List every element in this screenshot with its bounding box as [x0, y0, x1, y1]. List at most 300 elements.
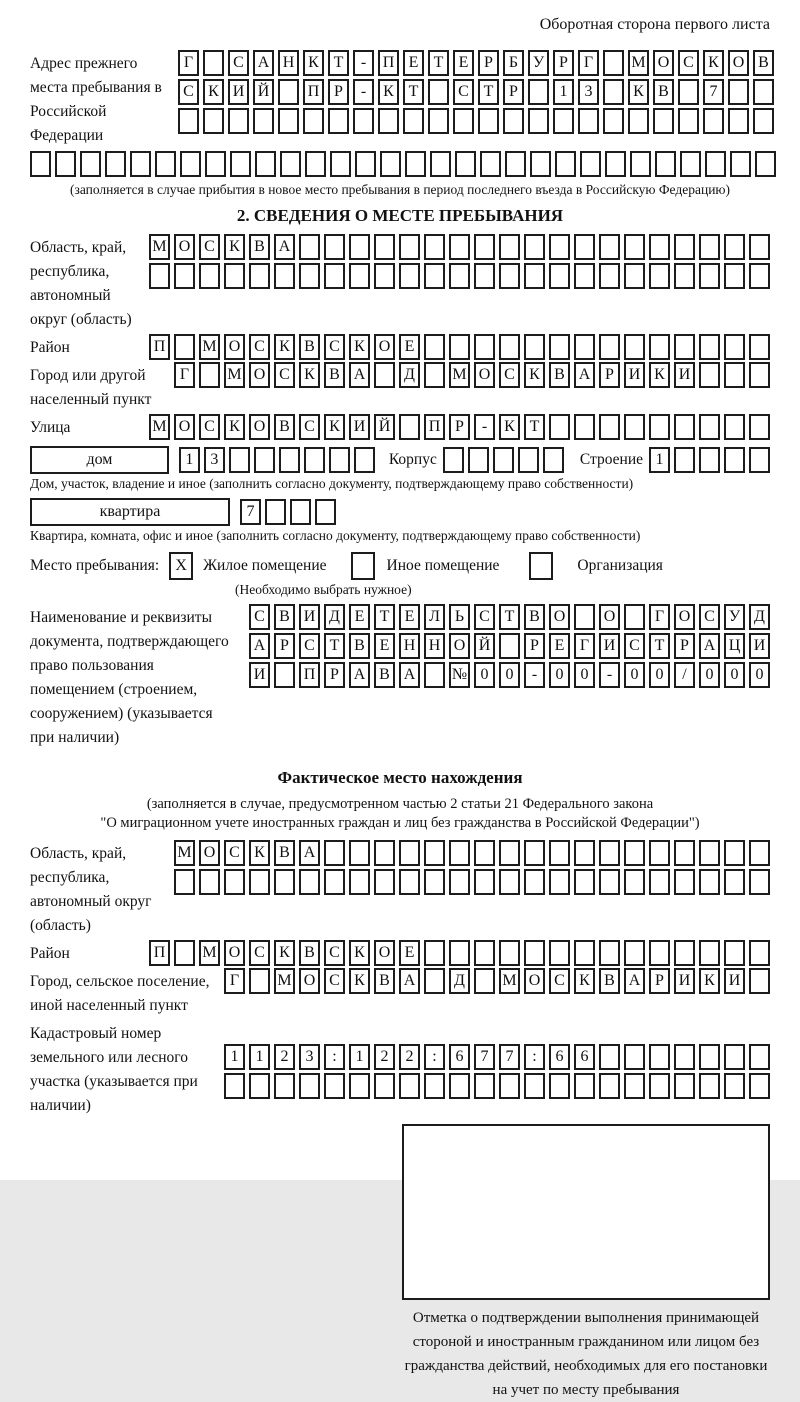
- char-cell[interactable]: [699, 840, 720, 866]
- char-cell[interactable]: [649, 1044, 670, 1070]
- char-cell[interactable]: [630, 151, 651, 177]
- char-cell[interactable]: [749, 362, 770, 388]
- char-cell[interactable]: И: [599, 633, 620, 659]
- char-cell[interactable]: [674, 447, 695, 473]
- char-cell[interactable]: [649, 334, 670, 360]
- char-cell[interactable]: [355, 151, 376, 177]
- char-cell[interactable]: К: [499, 414, 520, 440]
- char-cell[interactable]: [678, 108, 699, 134]
- fact-district-row[interactable]: [149, 940, 770, 966]
- char-cell[interactable]: [518, 447, 539, 473]
- char-cell[interactable]: [749, 1044, 770, 1070]
- char-cell[interactable]: С: [199, 234, 220, 260]
- char-cell[interactable]: [249, 869, 270, 895]
- region-row1[interactable]: [149, 234, 770, 260]
- char-cell[interactable]: А: [399, 968, 420, 994]
- char-cell[interactable]: [253, 108, 274, 134]
- char-cell[interactable]: В: [524, 604, 545, 630]
- char-cell[interactable]: [549, 414, 570, 440]
- char-cell[interactable]: В: [653, 79, 674, 105]
- char-cell[interactable]: [549, 263, 570, 289]
- char-cell[interactable]: [328, 108, 349, 134]
- char-cell[interactable]: О: [374, 334, 395, 360]
- char-cell[interactable]: И: [674, 968, 695, 994]
- char-cell[interactable]: Р: [478, 50, 499, 76]
- char-cell[interactable]: [374, 362, 395, 388]
- char-cell[interactable]: [349, 1073, 370, 1099]
- char-cell[interactable]: Й: [253, 79, 274, 105]
- char-cell[interactable]: [703, 108, 724, 134]
- char-cell[interactable]: [524, 869, 545, 895]
- char-cell[interactable]: [279, 447, 300, 473]
- char-cell[interactable]: В: [274, 840, 295, 866]
- char-cell[interactable]: О: [224, 334, 245, 360]
- char-cell[interactable]: В: [599, 968, 620, 994]
- char-cell[interactable]: [329, 447, 350, 473]
- char-cell[interactable]: [424, 662, 445, 688]
- char-cell[interactable]: [474, 263, 495, 289]
- char-cell[interactable]: Т: [478, 79, 499, 105]
- char-cell[interactable]: [724, 334, 745, 360]
- char-cell[interactable]: Т: [374, 604, 395, 630]
- char-cell[interactable]: А: [249, 633, 270, 659]
- char-cell[interactable]: П: [378, 50, 399, 76]
- fact-city-row[interactable]: [224, 968, 770, 994]
- char-cell[interactable]: [428, 79, 449, 105]
- char-cell[interactable]: П: [149, 334, 170, 360]
- char-cell[interactable]: [724, 940, 745, 966]
- char-cell[interactable]: [653, 108, 674, 134]
- char-cell[interactable]: [374, 1073, 395, 1099]
- char-cell[interactable]: [524, 334, 545, 360]
- char-cell[interactable]: [603, 50, 624, 76]
- char-cell[interactable]: :: [424, 1044, 445, 1070]
- char-cell[interactable]: [728, 108, 749, 134]
- district-row[interactable]: [149, 334, 770, 360]
- char-cell[interactable]: [474, 840, 495, 866]
- char-cell[interactable]: [524, 263, 545, 289]
- char-cell[interactable]: П: [424, 414, 445, 440]
- char-cell[interactable]: [155, 151, 176, 177]
- char-cell[interactable]: [353, 108, 374, 134]
- char-cell[interactable]: [705, 151, 726, 177]
- char-cell[interactable]: [199, 263, 220, 289]
- char-cell[interactable]: [399, 1073, 420, 1099]
- char-cell[interactable]: [624, 1044, 645, 1070]
- char-cell[interactable]: [624, 263, 645, 289]
- char-cell[interactable]: [699, 1044, 720, 1070]
- char-cell[interactable]: [503, 108, 524, 134]
- char-cell[interactable]: А: [349, 662, 370, 688]
- char-cell[interactable]: О: [474, 362, 495, 388]
- char-cell[interactable]: В: [249, 234, 270, 260]
- region-row2[interactable]: [149, 263, 770, 289]
- char-cell[interactable]: 1: [349, 1044, 370, 1070]
- char-cell[interactable]: Т: [324, 633, 345, 659]
- char-cell[interactable]: [299, 869, 320, 895]
- char-cell[interactable]: [403, 108, 424, 134]
- char-cell[interactable]: [674, 234, 695, 260]
- char-cell[interactable]: [203, 50, 224, 76]
- char-cell[interactable]: [574, 604, 595, 630]
- char-cell[interactable]: -: [353, 50, 374, 76]
- char-cell[interactable]: О: [449, 633, 470, 659]
- char-cell[interactable]: [549, 940, 570, 966]
- char-cell[interactable]: [599, 1044, 620, 1070]
- prev-address-row3[interactable]: [178, 108, 774, 134]
- char-cell[interactable]: И: [249, 662, 270, 688]
- char-cell[interactable]: [299, 1073, 320, 1099]
- char-cell[interactable]: 6: [549, 1044, 570, 1070]
- char-cell[interactable]: Р: [274, 633, 295, 659]
- char-cell[interactable]: [424, 840, 445, 866]
- char-cell[interactable]: К: [574, 968, 595, 994]
- char-cell[interactable]: С: [324, 334, 345, 360]
- char-cell[interactable]: [324, 869, 345, 895]
- char-cell[interactable]: 1: [224, 1044, 245, 1070]
- char-cell[interactable]: [474, 869, 495, 895]
- char-cell[interactable]: [428, 108, 449, 134]
- char-cell[interactable]: О: [653, 50, 674, 76]
- char-cell[interactable]: [399, 869, 420, 895]
- char-cell[interactable]: [324, 263, 345, 289]
- char-cell[interactable]: [574, 414, 595, 440]
- char-cell[interactable]: [749, 263, 770, 289]
- char-cell[interactable]: К: [224, 234, 245, 260]
- char-cell[interactable]: [399, 840, 420, 866]
- char-cell[interactable]: [230, 151, 251, 177]
- char-cell[interactable]: [699, 1073, 720, 1099]
- char-cell[interactable]: [528, 108, 549, 134]
- char-cell[interactable]: [499, 633, 520, 659]
- char-cell[interactable]: [474, 334, 495, 360]
- char-cell[interactable]: 1: [249, 1044, 270, 1070]
- char-cell[interactable]: [699, 334, 720, 360]
- char-cell[interactable]: [290, 499, 311, 525]
- char-cell[interactable]: [468, 447, 489, 473]
- char-cell[interactable]: И: [624, 362, 645, 388]
- char-cell[interactable]: [349, 840, 370, 866]
- char-cell[interactable]: /: [674, 662, 695, 688]
- char-cell[interactable]: 3: [299, 1044, 320, 1070]
- char-cell[interactable]: С: [678, 50, 699, 76]
- char-cell[interactable]: И: [724, 968, 745, 994]
- char-cell[interactable]: [724, 414, 745, 440]
- char-cell[interactable]: [303, 108, 324, 134]
- char-cell[interactable]: О: [249, 414, 270, 440]
- char-cell[interactable]: В: [274, 414, 295, 440]
- char-cell[interactable]: Д: [449, 968, 470, 994]
- char-cell[interactable]: [315, 499, 336, 525]
- char-cell[interactable]: [424, 940, 445, 966]
- char-cell[interactable]: Е: [399, 604, 420, 630]
- char-cell[interactable]: [674, 1073, 695, 1099]
- char-cell[interactable]: Д: [399, 362, 420, 388]
- char-cell[interactable]: [374, 263, 395, 289]
- char-cell[interactable]: О: [549, 604, 570, 630]
- char-cell[interactable]: С: [624, 633, 645, 659]
- char-cell[interactable]: Р: [524, 633, 545, 659]
- char-cell[interactable]: [530, 151, 551, 177]
- char-cell[interactable]: 7: [499, 1044, 520, 1070]
- char-cell[interactable]: [174, 869, 195, 895]
- char-cell[interactable]: Е: [374, 633, 395, 659]
- street-row[interactable]: [149, 414, 770, 440]
- char-cell[interactable]: Д: [324, 604, 345, 630]
- char-cell[interactable]: 0: [749, 662, 770, 688]
- char-cell[interactable]: Р: [449, 414, 470, 440]
- char-cell[interactable]: С: [499, 362, 520, 388]
- char-cell[interactable]: [180, 151, 201, 177]
- char-cell[interactable]: [730, 151, 751, 177]
- char-cell[interactable]: Е: [453, 50, 474, 76]
- char-cell[interactable]: Й: [374, 414, 395, 440]
- char-cell[interactable]: К: [249, 840, 270, 866]
- char-cell[interactable]: С: [228, 50, 249, 76]
- char-cell[interactable]: [449, 940, 470, 966]
- char-cell[interactable]: [324, 234, 345, 260]
- char-cell[interactable]: О: [174, 414, 195, 440]
- char-cell[interactable]: [424, 1073, 445, 1099]
- char-cell[interactable]: [680, 151, 701, 177]
- char-cell[interactable]: [543, 447, 564, 473]
- char-cell[interactable]: [574, 234, 595, 260]
- char-cell[interactable]: [624, 414, 645, 440]
- char-cell[interactable]: 2: [274, 1044, 295, 1070]
- char-cell[interactable]: 2: [399, 1044, 420, 1070]
- char-cell[interactable]: О: [599, 604, 620, 630]
- char-cell[interactable]: [374, 840, 395, 866]
- char-cell[interactable]: С: [324, 940, 345, 966]
- char-cell[interactable]: [749, 447, 770, 473]
- char-cell[interactable]: П: [149, 940, 170, 966]
- char-cell[interactable]: Г: [574, 633, 595, 659]
- char-cell[interactable]: [678, 79, 699, 105]
- char-cell[interactable]: [599, 334, 620, 360]
- char-cell[interactable]: Б: [503, 50, 524, 76]
- char-cell[interactable]: [499, 334, 520, 360]
- char-cell[interactable]: Л: [424, 604, 445, 630]
- char-cell[interactable]: И: [299, 604, 320, 630]
- char-cell[interactable]: [549, 334, 570, 360]
- char-cell[interactable]: И: [349, 414, 370, 440]
- char-cell[interactable]: А: [574, 362, 595, 388]
- char-cell[interactable]: С: [453, 79, 474, 105]
- char-cell[interactable]: А: [253, 50, 274, 76]
- char-cell[interactable]: 0: [549, 662, 570, 688]
- char-cell[interactable]: [324, 840, 345, 866]
- char-cell[interactable]: [278, 79, 299, 105]
- char-cell[interactable]: [628, 108, 649, 134]
- char-cell[interactable]: [374, 234, 395, 260]
- char-cell[interactable]: [455, 151, 476, 177]
- char-cell[interactable]: [580, 151, 601, 177]
- document-row2[interactable]: [249, 633, 770, 659]
- char-cell[interactable]: [749, 940, 770, 966]
- char-cell[interactable]: К: [699, 968, 720, 994]
- apartment-cells[interactable]: [240, 499, 336, 525]
- char-cell[interactable]: В: [324, 362, 345, 388]
- char-cell[interactable]: [724, 362, 745, 388]
- char-cell[interactable]: К: [299, 362, 320, 388]
- char-cell[interactable]: К: [349, 940, 370, 966]
- char-cell[interactable]: [749, 334, 770, 360]
- char-cell[interactable]: [274, 1073, 295, 1099]
- char-cell[interactable]: К: [703, 50, 724, 76]
- char-cell[interactable]: О: [174, 234, 195, 260]
- char-cell[interactable]: [130, 151, 151, 177]
- fact-region-row1[interactable]: [174, 840, 770, 866]
- char-cell[interactable]: [753, 108, 774, 134]
- char-cell[interactable]: А: [399, 662, 420, 688]
- char-cell[interactable]: 0: [499, 662, 520, 688]
- char-cell[interactable]: [524, 940, 545, 966]
- char-cell[interactable]: [749, 840, 770, 866]
- char-cell[interactable]: 1: [553, 79, 574, 105]
- char-cell[interactable]: С: [299, 633, 320, 659]
- char-cell[interactable]: [728, 79, 749, 105]
- char-cell[interactable]: А: [274, 234, 295, 260]
- char-cell[interactable]: [449, 334, 470, 360]
- house-cells[interactable]: [179, 447, 375, 473]
- char-cell[interactable]: [374, 869, 395, 895]
- char-cell[interactable]: [749, 414, 770, 440]
- char-cell[interactable]: Е: [403, 50, 424, 76]
- char-cell[interactable]: И: [674, 362, 695, 388]
- char-cell[interactable]: [493, 447, 514, 473]
- char-cell[interactable]: [649, 840, 670, 866]
- char-cell[interactable]: Е: [399, 940, 420, 966]
- char-cell[interactable]: М: [628, 50, 649, 76]
- char-cell[interactable]: 0: [724, 662, 745, 688]
- char-cell[interactable]: [699, 234, 720, 260]
- char-cell[interactable]: О: [224, 940, 245, 966]
- char-cell[interactable]: А: [299, 840, 320, 866]
- char-cell[interactable]: 0: [474, 662, 495, 688]
- char-cell[interactable]: [430, 151, 451, 177]
- char-cell[interactable]: К: [349, 968, 370, 994]
- char-cell[interactable]: [724, 869, 745, 895]
- char-cell[interactable]: К: [203, 79, 224, 105]
- char-cell[interactable]: [443, 447, 464, 473]
- char-cell[interactable]: Ь: [449, 604, 470, 630]
- char-cell[interactable]: К: [378, 79, 399, 105]
- char-cell[interactable]: [649, 869, 670, 895]
- char-cell[interactable]: С: [324, 968, 345, 994]
- document-row3[interactable]: [249, 662, 770, 688]
- char-cell[interactable]: М: [224, 362, 245, 388]
- char-cell[interactable]: [574, 940, 595, 966]
- char-cell[interactable]: И: [228, 79, 249, 105]
- char-cell[interactable]: Р: [503, 79, 524, 105]
- char-cell[interactable]: О: [728, 50, 749, 76]
- char-cell[interactable]: [749, 869, 770, 895]
- char-cell[interactable]: [674, 869, 695, 895]
- char-cell[interactable]: М: [174, 840, 195, 866]
- checkbox-other-premises[interactable]: [351, 552, 375, 580]
- char-cell[interactable]: [574, 1073, 595, 1099]
- char-cell[interactable]: [499, 869, 520, 895]
- cadastral-row1[interactable]: [224, 1044, 770, 1070]
- char-cell[interactable]: [699, 940, 720, 966]
- char-cell[interactable]: М: [499, 968, 520, 994]
- char-cell[interactable]: Г: [649, 604, 670, 630]
- char-cell[interactable]: [649, 1073, 670, 1099]
- char-cell[interactable]: 1: [179, 447, 200, 473]
- char-cell[interactable]: С: [299, 414, 320, 440]
- char-cell[interactable]: -: [599, 662, 620, 688]
- char-cell[interactable]: №: [449, 662, 470, 688]
- char-cell[interactable]: С: [199, 414, 220, 440]
- char-cell[interactable]: [674, 263, 695, 289]
- char-cell[interactable]: [224, 869, 245, 895]
- char-cell[interactable]: Г: [178, 50, 199, 76]
- char-cell[interactable]: [549, 840, 570, 866]
- char-cell[interactable]: [249, 263, 270, 289]
- char-cell[interactable]: А: [349, 362, 370, 388]
- char-cell[interactable]: К: [274, 334, 295, 360]
- char-cell[interactable]: [505, 151, 526, 177]
- char-cell[interactable]: М: [449, 362, 470, 388]
- char-cell[interactable]: [674, 1044, 695, 1070]
- char-cell[interactable]: А: [699, 633, 720, 659]
- char-cell[interactable]: В: [549, 362, 570, 388]
- char-cell[interactable]: [603, 108, 624, 134]
- char-cell[interactable]: [749, 968, 770, 994]
- char-cell[interactable]: 1: [649, 447, 670, 473]
- char-cell[interactable]: [149, 263, 170, 289]
- char-cell[interactable]: [624, 1073, 645, 1099]
- char-cell[interactable]: [574, 263, 595, 289]
- char-cell[interactable]: [724, 263, 745, 289]
- char-cell[interactable]: С: [274, 362, 295, 388]
- char-cell[interactable]: Г: [224, 968, 245, 994]
- char-cell[interactable]: Н: [424, 633, 445, 659]
- char-cell[interactable]: [228, 108, 249, 134]
- char-cell[interactable]: [224, 263, 245, 289]
- char-cell[interactable]: [753, 79, 774, 105]
- char-cell[interactable]: [349, 869, 370, 895]
- char-cell[interactable]: [499, 1073, 520, 1099]
- char-cell[interactable]: [574, 840, 595, 866]
- char-cell[interactable]: [524, 840, 545, 866]
- char-cell[interactable]: [724, 840, 745, 866]
- char-cell[interactable]: [174, 940, 195, 966]
- char-cell[interactable]: [274, 662, 295, 688]
- char-cell[interactable]: [599, 940, 620, 966]
- char-cell[interactable]: [380, 151, 401, 177]
- char-cell[interactable]: С: [549, 968, 570, 994]
- char-cell[interactable]: Т: [499, 604, 520, 630]
- char-cell[interactable]: Р: [324, 662, 345, 688]
- char-cell[interactable]: Е: [549, 633, 570, 659]
- char-cell[interactable]: [649, 234, 670, 260]
- char-cell[interactable]: [449, 234, 470, 260]
- char-cell[interactable]: [605, 151, 626, 177]
- char-cell[interactable]: 6: [574, 1044, 595, 1070]
- char-cell[interactable]: [599, 414, 620, 440]
- char-cell[interactable]: А: [624, 968, 645, 994]
- char-cell[interactable]: [499, 263, 520, 289]
- char-cell[interactable]: [424, 263, 445, 289]
- char-cell[interactable]: Ц: [724, 633, 745, 659]
- char-cell[interactable]: [499, 840, 520, 866]
- char-cell[interactable]: О: [199, 840, 220, 866]
- char-cell[interactable]: [399, 414, 420, 440]
- char-cell[interactable]: П: [303, 79, 324, 105]
- char-cell[interactable]: К: [274, 940, 295, 966]
- char-cell[interactable]: [224, 1073, 245, 1099]
